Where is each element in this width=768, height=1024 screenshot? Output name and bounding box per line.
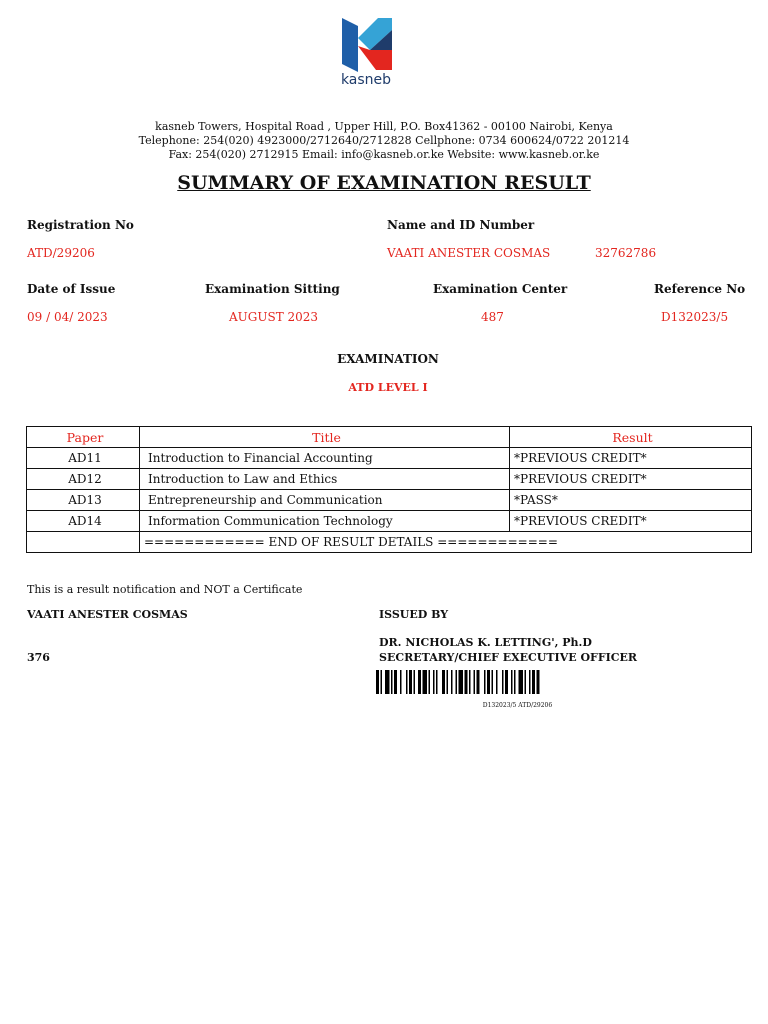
paper-code: AD13 [27,490,140,511]
paper-title: Entrepreneurship and Communication [140,490,510,511]
candidate-name: VAATI ANESTER COSMAS [27,608,188,621]
id-number-value: 32762786 [595,246,657,260]
name-label: Name and ID Number [387,218,535,232]
kasneb-logo [300,10,432,102]
header-paper: Paper [27,427,140,448]
header-title: Title [140,427,510,448]
exam-sitting-label: Examination Sitting [205,282,340,296]
kasneb-logo-mark-icon [300,10,432,74]
examination-level: ATD LEVEL I [348,381,428,394]
exam-center-label: Examination Center [433,282,568,296]
table-row [27,469,752,490]
end-of-results-row [27,532,752,553]
reference-value: D132023/5 [661,310,729,324]
signatory-name: DR. NICHOLAS K. LETTING', Ph.D [379,636,592,649]
table-header-row [27,427,752,448]
date-of-issue-label: Date of Issue [27,282,116,296]
header-result: Result [510,427,752,448]
examination-label: EXAMINATION [337,352,439,366]
certificate-notice: This is a result notification and NOT a Certificate [27,583,303,596]
registration-label: Registration No [27,218,134,232]
paper-title: Introduction to Financial Accounting [140,448,510,469]
end-of-results-text: ============ END OF RESULT DETAILS ============ [140,532,752,553]
paper-code: AD14 [27,511,140,532]
address-line-2: Telephone: 254(020) 4923000/2712640/2712828 Cellphone: 0734 600624/0722 201214 [138,134,630,147]
paper-result: *PREVIOUS CREDIT* [510,469,752,490]
name-value: VAATI ANESTER COSMAS [387,246,551,260]
barcode-caption: D132023/5 ATD/29206 [482,702,553,709]
issued-by-label: ISSUED BY [379,608,449,621]
address-line-3: Fax: 254(020) 2712915 Email: info@kasneb.or.ke Website: www.kasneb.or.ke [168,148,600,161]
table-row [27,511,752,532]
paper-result: *PREVIOUS CREDIT* [510,448,752,469]
exam-center-value: 487 [481,310,504,324]
registration-value: ATD/29206 [27,246,95,260]
paper-result: *PREVIOUS CREDIT* [510,511,752,532]
date-of-issue-value: 09 / 04/ 2023 [27,310,108,324]
paper-title: Information Communication Technology [140,511,510,532]
paper-title: Introduction to Law and Ethics [140,469,510,490]
reference-label: Reference No [654,282,746,296]
exam-sitting-value: AUGUST 2023 [229,310,319,324]
empty-cell [27,532,140,553]
paper-code: AD11 [27,448,140,469]
table-row [27,448,752,469]
barcode-icon [376,670,592,694]
page-title: SUMMARY OF EXAMINATION RESULT [177,172,591,194]
address-line-1: kasneb Towers, Hospital Road , Upper Hill, P.O. Box41362 - 00100 Nairobi, Kenya [155,120,613,133]
table-row [27,490,752,511]
paper-result: *PASS* [510,490,752,511]
signatory-title: SECRETARY/CHIEF EXECUTIVE OFFICER [379,651,638,664]
results-table [26,426,752,553]
paper-code: AD12 [27,469,140,490]
candidate-number: 376 [27,651,50,664]
logo-text: kasneb [340,72,392,88]
